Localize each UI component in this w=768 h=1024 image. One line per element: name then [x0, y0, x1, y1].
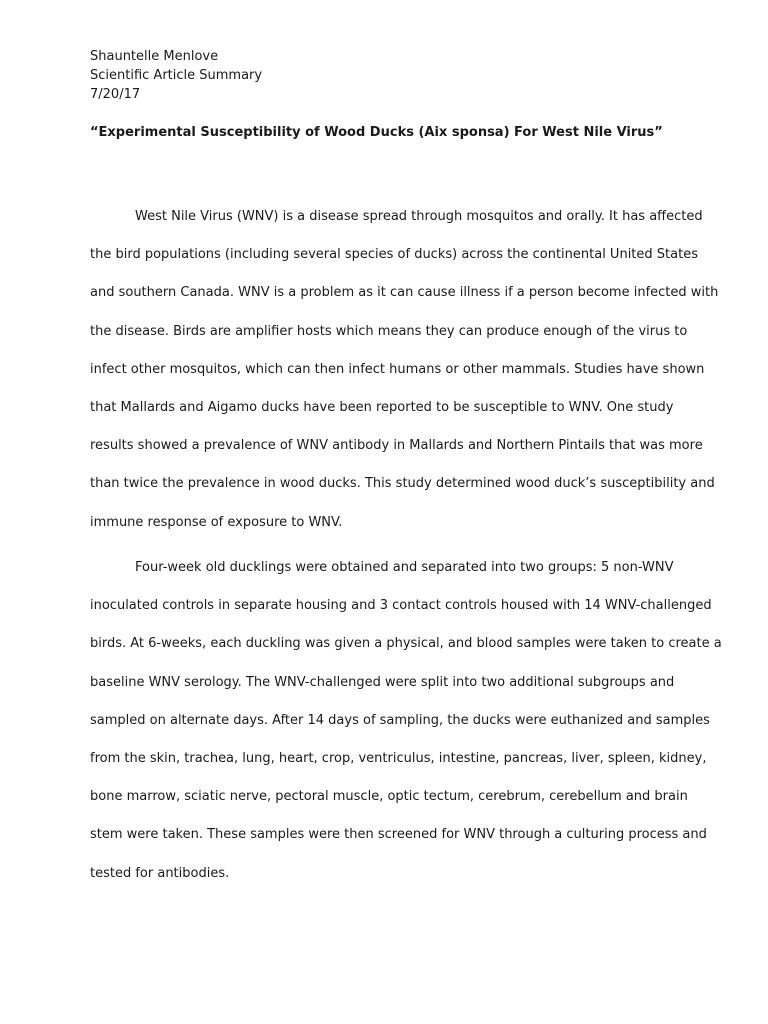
paragraph-line: and southern Canada. WNV is a problem as it can cause illness if a person become infected with — [90, 285, 719, 301]
paragraph-line: inoculated controls in separate housing and 3 contact controls housed with 14 WNV-challenged — [90, 598, 712, 614]
paragraph-line: tested for antibodies. — [90, 865, 230, 881]
document-type: Scientific Article Summary — [90, 68, 263, 83]
paragraph-line: that Mallards and Aigamo ducks have been reported to be susceptible to WNV. One study — [90, 399, 674, 415]
article-title: “Experimental Susceptibility of Wood Ducks (Aix sponsa) For West Nile Virus” — [90, 125, 663, 140]
paragraph-line: from the skin, trachea, lung, heart, crop, ventriculus, intestine, pancreas, liver, spleen, kidney, — [90, 750, 707, 766]
paragraph-2 — [90, 558, 722, 902]
paragraph-line: Four-week old ducklings were obtained and separated into two groups: 5 non-WNV — [135, 560, 674, 575]
document-header — [90, 47, 262, 104]
paragraph-line: the disease. Birds are amplifier hosts which means they can produce enough of the virus to — [90, 323, 688, 339]
paragraph-line: immune response of exposure to WNV. — [90, 514, 343, 530]
paragraph-line: birds. At 6-weeks, each duckling was given a physical, and blood samples were taken to create a — [90, 636, 722, 652]
paragraph-line: baseline WNV serology. The WNV-challenged were split into two additional subgroups and — [90, 674, 675, 690]
paragraph-line: bone marrow, sciatic nerve, pectoral muscle, optic tectum, cerebrum, cerebellum and brain — [90, 789, 688, 805]
document-date: 7/20/17 — [90, 87, 141, 102]
paragraph-line: West Nile Virus (WNV) is a disease spread through mosquitos and orally. It has affected — [135, 209, 703, 224]
paragraph-line: results showed a prevalence of WNV antibody in Mallards and Northern Pintails that was more — [90, 438, 703, 454]
paragraph-line: sampled on alternate days. After 14 days of sampling, the ducks were euthanized and samples — [90, 712, 710, 728]
paragraph-line: the bird populations (including several species of ducks) across the continental United States — [90, 247, 698, 263]
paragraph-line: infect other mosquitos, which can then infect humans or other mammals. Studies have shown — [90, 361, 705, 377]
author-name: Shauntelle Menlove — [90, 49, 219, 64]
paragraph-1 — [90, 207, 719, 551]
paragraph-line: stem were taken. These samples were then screened for WNV through a culturing process and — [90, 827, 707, 843]
paragraph-line: than twice the prevalence in wood ducks. This study determined wood duck’s susceptibility and — [90, 476, 715, 492]
